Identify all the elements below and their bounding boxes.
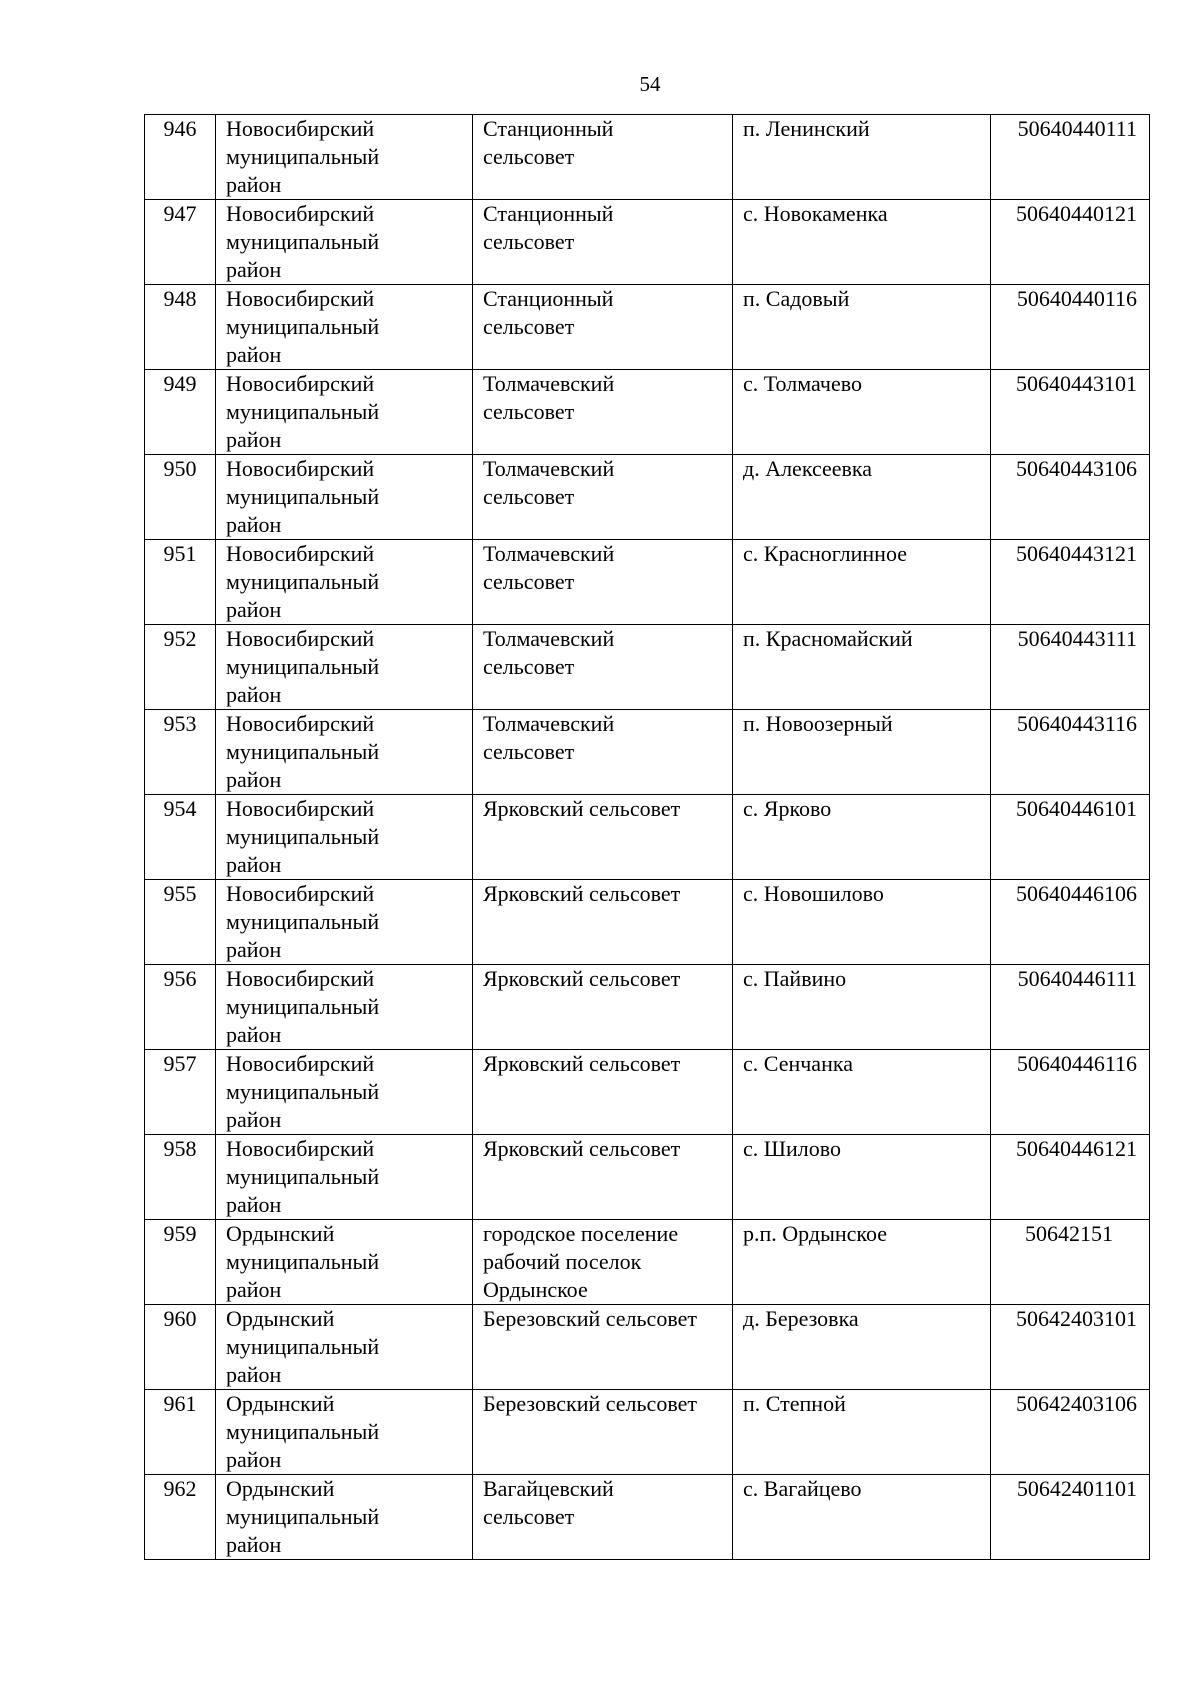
locality-cell: с. Шилово: [733, 1135, 991, 1220]
district-line: Новосибирский: [226, 201, 375, 226]
district-line: Новосибирский: [226, 116, 375, 141]
table-body: [145, 115, 1150, 1560]
locality-cell: с. Ярково: [733, 795, 991, 880]
locality-cell: п. Степной: [733, 1390, 991, 1475]
district-line: муниципальный: [226, 484, 380, 509]
row-number-cell: 947: [145, 200, 216, 285]
district-line: район: [226, 1022, 282, 1047]
table-row: [145, 795, 1150, 880]
district-line: Новосибирский: [226, 1051, 375, 1076]
settlement-line: Станционный: [483, 116, 614, 141]
locality-cell: д. Алексеевка: [733, 455, 991, 540]
district-line: район: [226, 512, 282, 537]
row-number-cell: 953: [145, 710, 216, 795]
district-line: Новосибирский: [226, 966, 375, 991]
settlement-cell: [473, 115, 733, 200]
settlement-line: Березовский сельсовет: [483, 1391, 697, 1416]
settlement-line: Ярковский сельсовет: [483, 1136, 681, 1161]
oktmo-code-cell: 50640446101: [991, 795, 1150, 880]
district-line: муниципальный: [226, 1164, 380, 1189]
settlement-cell: [473, 710, 733, 795]
district-line: район: [226, 682, 282, 707]
district-line: район: [226, 852, 282, 877]
settlement-line: Вагайцевский: [483, 1476, 614, 1501]
row-number-cell: 957: [145, 1050, 216, 1135]
table-row: [145, 540, 1150, 625]
settlement-line: городское поселение: [483, 1221, 679, 1246]
row-number-cell: 962: [145, 1475, 216, 1560]
settlement-line: Ярковский сельсовет: [483, 966, 681, 991]
oktmo-code-cell: 50640446121: [991, 1135, 1150, 1220]
district-line: район: [226, 937, 282, 962]
table-row: [145, 1220, 1150, 1305]
table-row: [145, 1475, 1150, 1560]
row-number-cell: 950: [145, 455, 216, 540]
settlement-cell: [473, 1475, 733, 1560]
locality-cell: с. Вагайцево: [733, 1475, 991, 1560]
district-line: муниципальный: [226, 1249, 380, 1274]
oktmo-code-cell: 50640446111: [991, 965, 1150, 1050]
settlement-line: Ярковский сельсовет: [483, 796, 681, 821]
row-number-cell: 946: [145, 115, 216, 200]
settlement-cell: [473, 1135, 733, 1220]
oktmo-code-cell: 50642151: [991, 1220, 1150, 1305]
oktmo-code-cell: 50642403106: [991, 1390, 1150, 1475]
district-line: муниципальный: [226, 229, 380, 254]
district-cell: [216, 965, 473, 1050]
district-line: район: [226, 427, 282, 452]
row-number-cell: 951: [145, 540, 216, 625]
district-line: муниципальный: [226, 909, 380, 934]
oktmo-code-cell: 50640443116: [991, 710, 1150, 795]
oktmo-code-cell: 50640446106: [991, 880, 1150, 965]
district-line: район: [226, 172, 282, 197]
settlement-cell: [473, 880, 733, 965]
oktmo-code-cell: 50642403101: [991, 1305, 1150, 1390]
district-line: Новосибирский: [226, 1136, 375, 1161]
district-line: Новосибирский: [226, 456, 375, 481]
locality-cell: с. Новокаменка: [733, 200, 991, 285]
district-line: муниципальный: [226, 1419, 380, 1444]
settlement-line: Толмачевский: [483, 371, 615, 396]
row-number-cell: 959: [145, 1220, 216, 1305]
district-line: муниципальный: [226, 399, 380, 424]
row-number-cell: 955: [145, 880, 216, 965]
district-line: муниципальный: [226, 314, 380, 339]
locality-cell: р.п. Ордынское: [733, 1220, 991, 1305]
table-row: [145, 455, 1150, 540]
district-line: район: [226, 1107, 282, 1132]
settlement-line: Толмачевский: [483, 626, 615, 651]
district-line: муниципальный: [226, 1334, 380, 1359]
district-cell: [216, 1390, 473, 1475]
row-number-cell: 952: [145, 625, 216, 710]
row-number-cell: 956: [145, 965, 216, 1050]
oktmo-code-cell: 50640443121: [991, 540, 1150, 625]
settlement-cell: [473, 200, 733, 285]
district-line: муниципальный: [226, 994, 380, 1019]
locality-cell: с. Толмачево: [733, 370, 991, 455]
district-line: муниципальный: [226, 1079, 380, 1104]
settlement-line: Станционный: [483, 286, 614, 311]
settlement-line: Толмачевский: [483, 711, 615, 736]
table-row: [145, 200, 1150, 285]
district-line: район: [226, 597, 282, 622]
district-line: Новосибирский: [226, 711, 375, 736]
table-row: [145, 285, 1150, 370]
table-row: [145, 625, 1150, 710]
oktmo-code-cell: 50640440121: [991, 200, 1150, 285]
oktmo-code-cell: 50642401101: [991, 1475, 1150, 1560]
row-number-cell: 960: [145, 1305, 216, 1390]
district-line: Новосибирский: [226, 881, 375, 906]
settlement-cell: [473, 965, 733, 1050]
settlement-line: сельсовет: [483, 399, 575, 424]
oktmo-code-cell: 50640443106: [991, 455, 1150, 540]
oktmo-code-cell: 50640440111: [991, 115, 1150, 200]
settlement-cell: [473, 1390, 733, 1475]
district-cell: [216, 1135, 473, 1220]
table-row: [145, 115, 1150, 200]
table-row: [145, 1390, 1150, 1475]
locality-cell: п. Красномайский: [733, 625, 991, 710]
settlement-cell: [473, 1305, 733, 1390]
district-cell: [216, 200, 473, 285]
district-line: Ордынский: [226, 1221, 335, 1246]
district-line: Ордынский: [226, 1476, 335, 1501]
settlement-line: Ярковский сельсовет: [483, 881, 681, 906]
settlement-line: сельсовет: [483, 739, 575, 764]
settlement-line: Ярковский сельсовет: [483, 1051, 681, 1076]
settlement-line: Березовский сельсовет: [483, 1306, 697, 1331]
district-line: Новосибирский: [226, 796, 375, 821]
oktmo-code-cell: 50640443101: [991, 370, 1150, 455]
settlement-line: сельсовет: [483, 654, 575, 679]
district-cell: [216, 710, 473, 795]
page-number: 54: [639, 72, 661, 96]
locality-cell: с. Сенчанка: [733, 1050, 991, 1135]
district-line: муниципальный: [226, 824, 380, 849]
district-cell: [216, 795, 473, 880]
locality-cell: п. Садовый: [733, 285, 991, 370]
district-line: Ордынский: [226, 1391, 335, 1416]
settlement-line: Толмачевский: [483, 456, 615, 481]
district-line: район: [226, 1192, 282, 1217]
locality-cell: с. Пайвино: [733, 965, 991, 1050]
district-line: муниципальный: [226, 569, 380, 594]
row-number-cell: 948: [145, 285, 216, 370]
locality-cell: с. Новошилово: [733, 880, 991, 965]
settlement-line: сельсовет: [483, 314, 575, 339]
settlement-line: сельсовет: [483, 229, 575, 254]
table-row: [145, 965, 1150, 1050]
row-number-cell: 954: [145, 795, 216, 880]
district-line: муниципальный: [226, 1504, 380, 1529]
settlement-line: Ордынское: [483, 1277, 588, 1302]
district-line: район: [226, 1532, 282, 1557]
district-cell: [216, 455, 473, 540]
locality-cell: п. Новоозерный: [733, 710, 991, 795]
district-cell: [216, 285, 473, 370]
district-line: район: [226, 1447, 282, 1472]
table-row: [145, 710, 1150, 795]
oktmo-code-cell: 50640446116: [991, 1050, 1150, 1135]
district-cell: [216, 1220, 473, 1305]
locality-cell: с. Красноглинное: [733, 540, 991, 625]
row-number-cell: 949: [145, 370, 216, 455]
district-line: муниципальный: [226, 654, 380, 679]
district-line: Ордынский: [226, 1306, 335, 1331]
district-line: Новосибирский: [226, 286, 375, 311]
district-line: Новосибирский: [226, 626, 375, 651]
settlement-line: сельсовет: [483, 569, 575, 594]
district-line: район: [226, 1277, 282, 1302]
locality-cell: п. Ленинский: [733, 115, 991, 200]
district-line: район: [226, 767, 282, 792]
district-cell: [216, 1475, 473, 1560]
settlement-line: Станционный: [483, 201, 614, 226]
table-row: [145, 1135, 1150, 1220]
district-cell: [216, 540, 473, 625]
district-cell: [216, 1050, 473, 1135]
district-cell: [216, 625, 473, 710]
settlement-line: Толмачевский: [483, 541, 615, 566]
district-cell: [216, 115, 473, 200]
table-row: [145, 880, 1150, 965]
table-row: [145, 1305, 1150, 1390]
settlement-cell: [473, 285, 733, 370]
district-cell: [216, 370, 473, 455]
district-cell: [216, 1305, 473, 1390]
row-number-cell: 961: [145, 1390, 216, 1475]
settlement-line: сельсовет: [483, 1504, 575, 1529]
district-line: район: [226, 342, 282, 367]
district-line: район: [226, 257, 282, 282]
district-line: Новосибирский: [226, 371, 375, 396]
table-row: [145, 1050, 1150, 1135]
district-line: муниципальный: [226, 144, 380, 169]
table-row: [145, 370, 1150, 455]
row-number-cell: 958: [145, 1135, 216, 1220]
district-line: район: [226, 1362, 282, 1387]
settlement-cell: [473, 1220, 733, 1305]
settlement-cell: [473, 540, 733, 625]
settlement-cell: [473, 455, 733, 540]
district-line: Новосибирский: [226, 541, 375, 566]
settlement-cell: [473, 1050, 733, 1135]
settlement-line: сельсовет: [483, 144, 575, 169]
district-line: муниципальный: [226, 739, 380, 764]
settlements-table: [144, 114, 1150, 1560]
settlement-line: сельсовет: [483, 484, 575, 509]
settlement-line: рабочий поселок: [483, 1249, 642, 1274]
settlement-cell: [473, 795, 733, 880]
locality-cell: д. Березовка: [733, 1305, 991, 1390]
oktmo-code-cell: 50640440116: [991, 285, 1150, 370]
district-cell: [216, 880, 473, 965]
oktmo-code-cell: 50640443111: [991, 625, 1150, 710]
settlement-cell: [473, 370, 733, 455]
settlement-cell: [473, 625, 733, 710]
